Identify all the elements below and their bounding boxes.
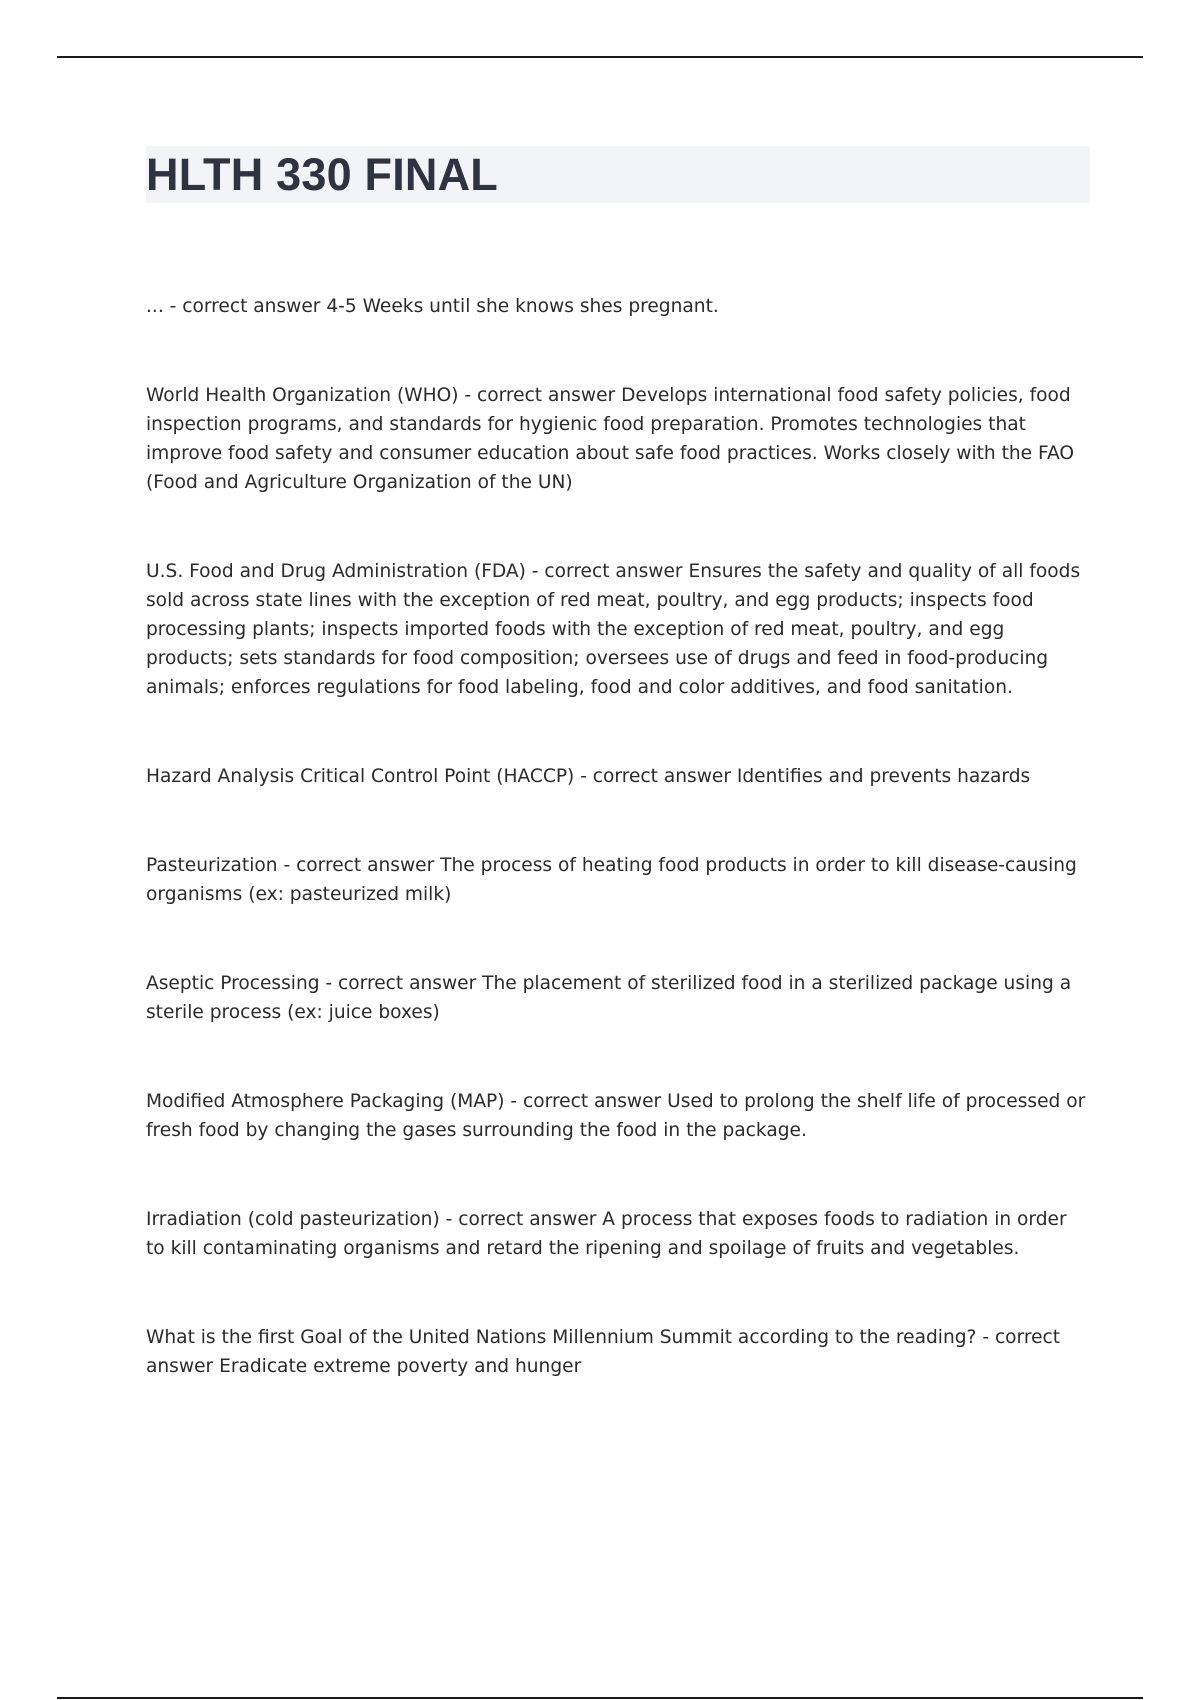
qa-entry: Aseptic Processing - correct answer The placement of sterilized food in a sterilized package using a sterile process (ex: juice boxes)	[146, 973, 1072, 1023]
qa-entry: Modified Atmosphere Packaging (MAP) - correct answer Used to prolong the shelf life of processed or fresh food by changing the gases surrounding the food in the package.	[146, 1091, 1086, 1141]
qa-list	[146, 292, 1090, 1441]
title-banner	[146, 146, 1090, 203]
page-title: HLTH 330 FINAL	[146, 149, 498, 200]
qa-entry: What is the first Goal of the United Nations Millennium Summit according to the reading? - correct answer Eradicate extreme poverty and hunger	[146, 1327, 1061, 1377]
top-divider	[57, 56, 1143, 58]
bottom-divider	[57, 1697, 1143, 1699]
qa-entry: ... - correct answer 4-5 Weeks until she knows shes pregnant.	[146, 296, 719, 317]
qa-entry: Hazard Analysis Critical Control Point (HACCP) - correct answer Identifies and prevents hazards	[146, 766, 1031, 787]
qa-entry: Pasteurization - correct answer The process of heating food products in order to kill disease-causing organisms (ex: pasteurized milk)	[146, 855, 1077, 905]
qa-entry: Irradiation (cold pasteurization) - correct answer A process that exposes foods to radiation in order to kill contaminating organisms and retard the ripening and spoilage of fruits and vegetables.	[146, 1209, 1067, 1259]
qa-entry: U.S. Food and Drug Administration (FDA) - correct answer Ensures the safety and quality of all foods sold across state lines with the exception of red meat, poultry, and egg products; inspects food processing plants; inspects imported foods with the exception of red meat, poultry, and egg products; sets standards for food composition; oversees use of drugs and feed in food-producing animals; enforces regulations for food labeling, food and color additives, and food sanitation.	[146, 561, 1081, 698]
qa-entry: World Health Organization (WHO) - correct answer Develops international food safety policies, food inspection programs, and standards for hygienic food preparation. Promotes technologies that improve food safety and consumer education about safe food practices. Works closely with the FAO (Food and Agriculture Organization of the UN)	[146, 385, 1075, 493]
